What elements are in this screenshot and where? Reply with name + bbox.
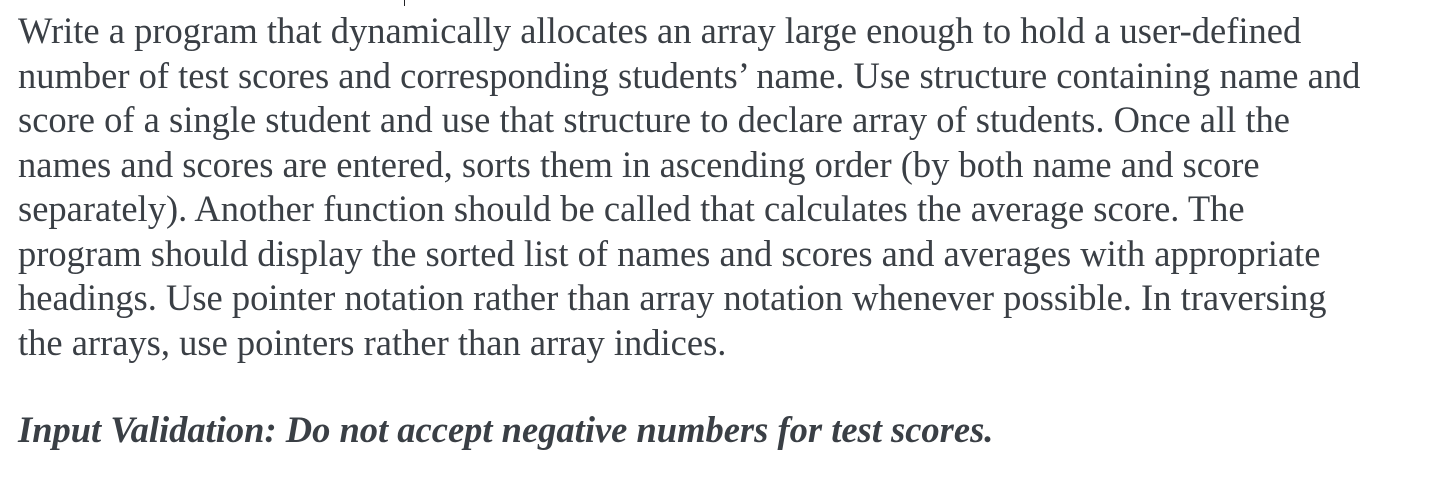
paragraph-line: score of a single student and use that structure to declare array of students. Once all the: [18, 99, 1290, 140]
paragraph-line: the arrays, use pointers rather than array indices.: [18, 321, 727, 363]
input-validation-note: Input Validation: Do not accept negative numbers for test scores.: [18, 409, 994, 450]
paragraph-line: headings. Use pointer notation rather than array notation whenever possible. In traversing: [18, 277, 1327, 318]
paragraph-line: Write a program that dynamically allocates an array large enough to hold a user-defined: [18, 10, 1302, 51]
text-cursor-mark: [404, 0, 405, 6]
paragraph-line: number of test scores and corresponding students’ name. Use structure containing name and: [18, 54, 1361, 96]
problem-statement-paragraph: [18, 9, 1448, 365]
paragraph-line: separately). Another function should be called that calculates the average score. The: [18, 188, 1245, 229]
paragraph-line: names and scores are entered, sorts them in ascending order (by both name and score: [18, 143, 1260, 185]
paragraph-line: program should display the sorted list of names and scores and averages with appropriate: [18, 232, 1321, 274]
